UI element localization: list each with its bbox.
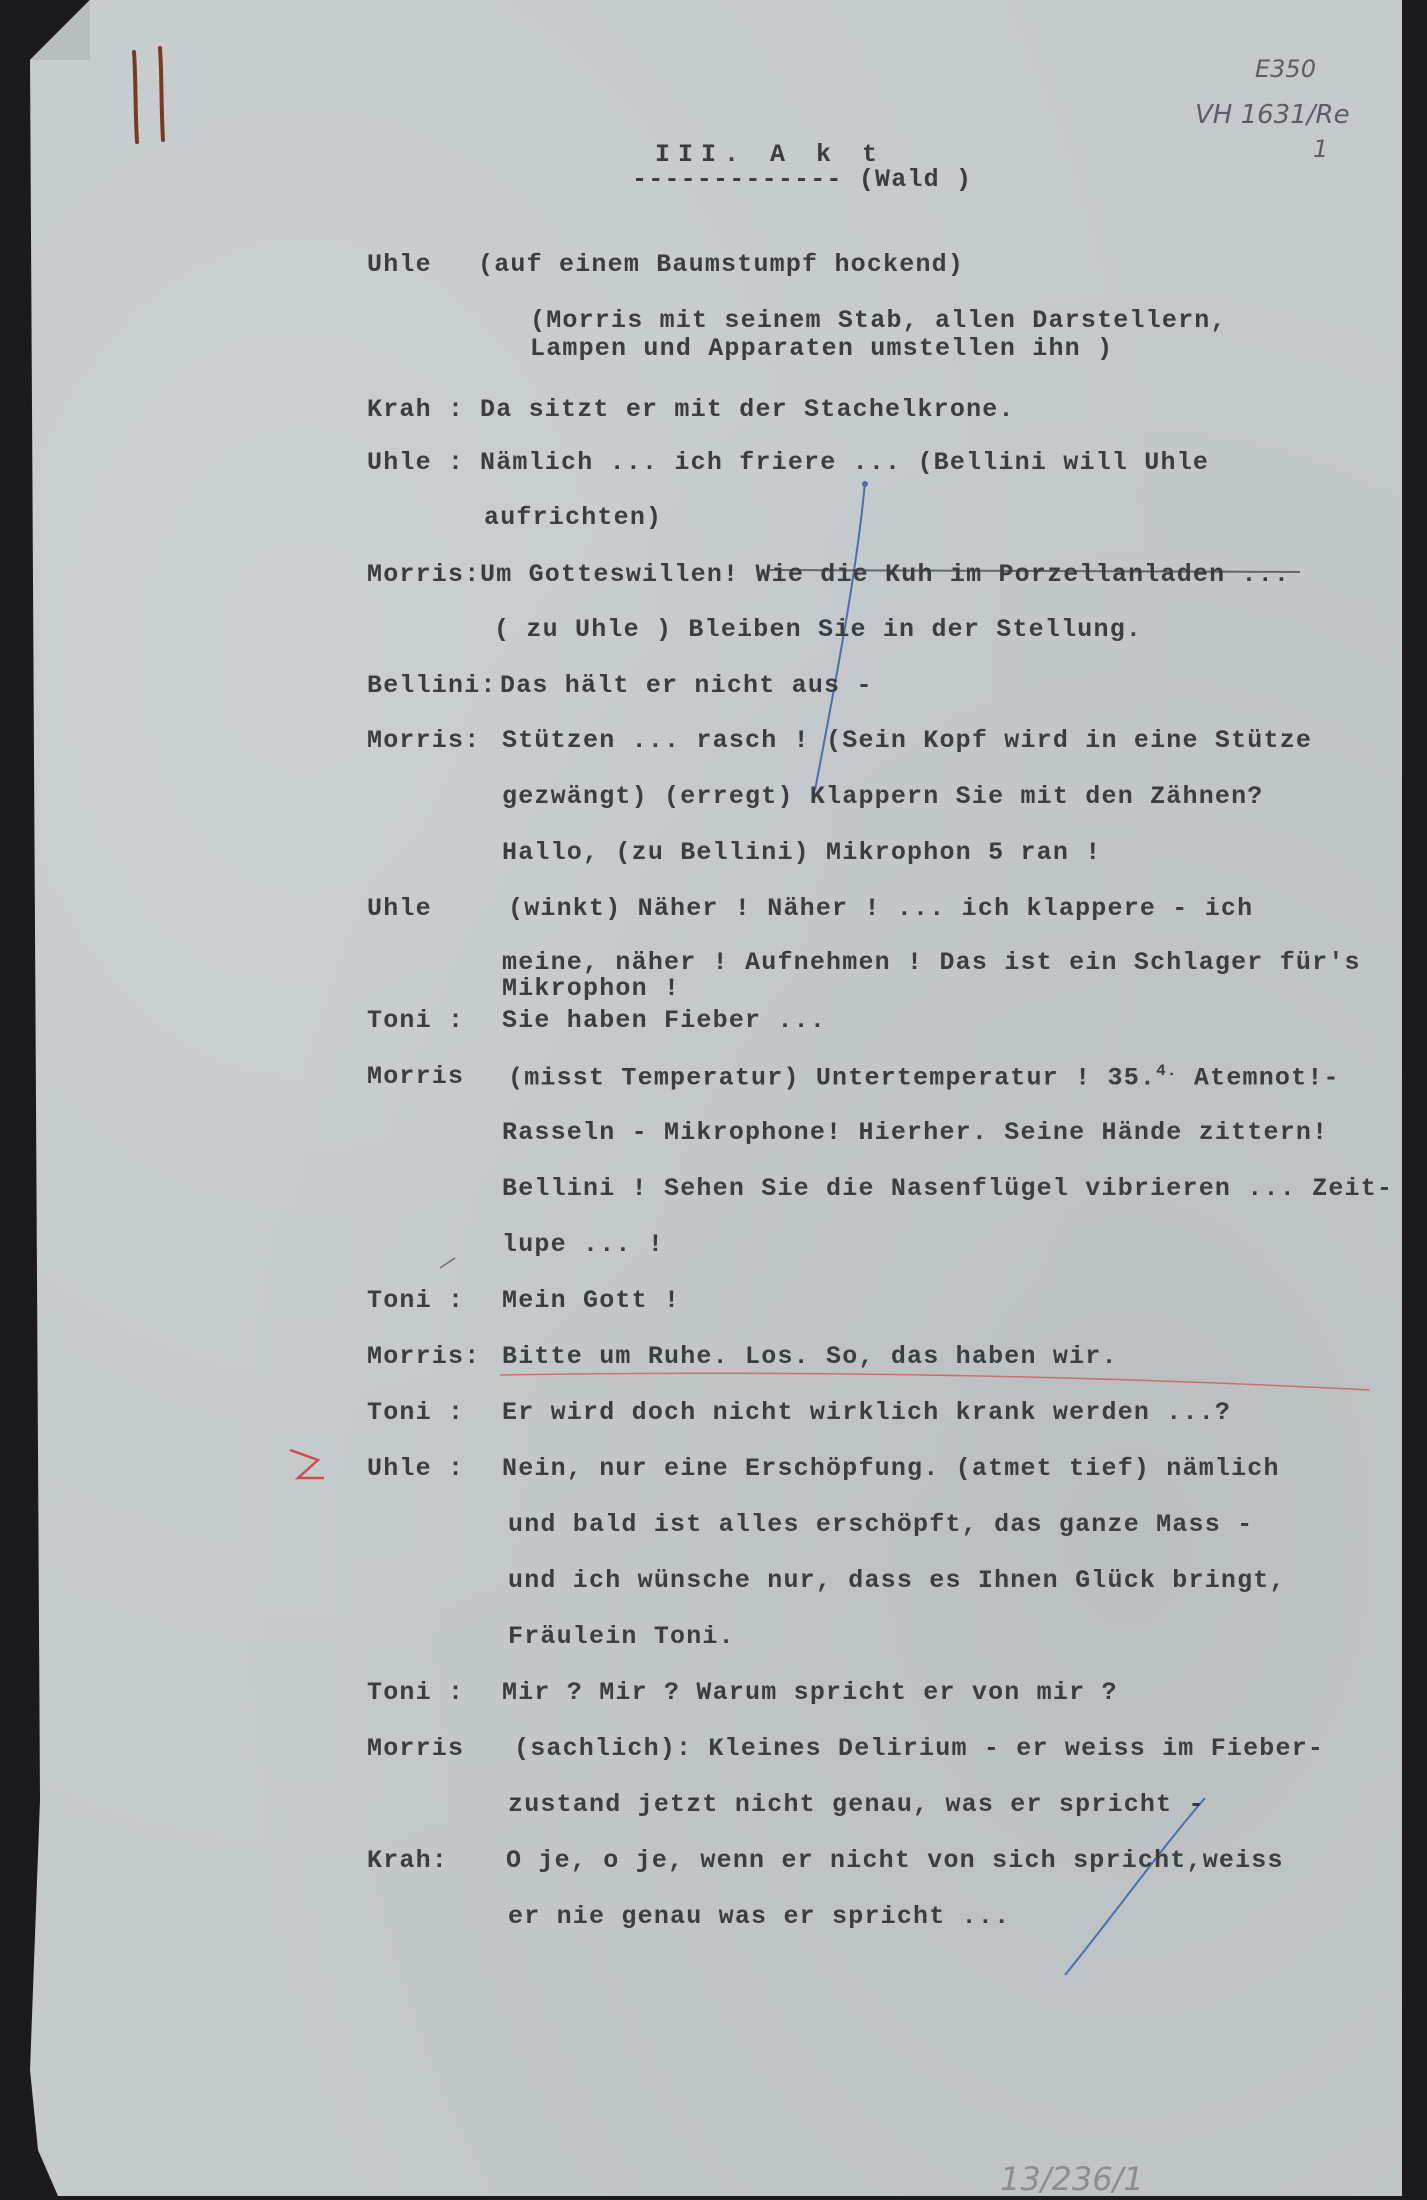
brown-margin-stroke-1 xyxy=(134,52,137,142)
script-line: Er wird doch nicht wirklich krank werden ...? xyxy=(502,1398,1232,1427)
speaker-label: Morris: xyxy=(367,560,481,589)
speaker-label: Bellini: xyxy=(367,671,497,700)
script-line: Um Gotteswillen! Wie die Kuh im Porzellanladen ... xyxy=(480,560,1291,589)
blue-line-2 xyxy=(1065,1798,1205,1975)
script-line: Lampen und Apparaten umstellen ihn ) xyxy=(530,334,1114,363)
act-heading: III. A k t xyxy=(655,140,886,169)
red-underline xyxy=(500,1373,1370,1390)
script-line-temperature xyxy=(508,1062,1340,1092)
script-line: Stützen ... rasch ! (Sein Kopf wird in eine Stütze xyxy=(502,726,1313,755)
speaker-label: Krah : xyxy=(367,395,465,424)
speaker-label: Toni : xyxy=(367,1678,465,1707)
script-line: Hallo, (zu Bellini) Mikrophon 5 ran ! xyxy=(502,838,1102,867)
archive-mark-page: 1 xyxy=(1313,135,1329,163)
script-line: und ich wünsche nur, dass es Ihnen Glück bringt, xyxy=(508,1566,1286,1595)
speaker-label: Krah: xyxy=(367,1846,449,1875)
script-line: Das hält er nicht aus - xyxy=(500,671,873,700)
script-line: meine, näher ! Aufnehmen ! Das ist ein Schlager für's xyxy=(502,948,1361,977)
speaker-label: Uhle : xyxy=(367,1454,465,1483)
script-line: (auf einem Baumstumpf hockend) xyxy=(478,250,965,279)
script-line: Sie haben Fieber ... xyxy=(502,1006,827,1035)
brown-margin-stroke-2 xyxy=(160,48,163,140)
archive-mark-bottom: 13/236/1 xyxy=(1000,2160,1144,2198)
archive-mark-signature: VH 1631/Re xyxy=(1195,100,1350,130)
speaker-label: Uhle xyxy=(367,894,432,923)
speaker-label: Morris: xyxy=(367,726,481,755)
temperature-tail: Atemnot!- xyxy=(1177,1063,1340,1093)
pencil-tick xyxy=(440,1258,455,1268)
speaker-label: Uhle : xyxy=(367,448,465,477)
script-line: aufrichten) xyxy=(484,503,663,532)
speaker-label: Morris xyxy=(367,1062,465,1091)
speaker-label: Morris xyxy=(367,1734,465,1763)
script-line: Mir ? Mir ? Warum spricht er von mir ? xyxy=(502,1678,1118,1707)
archive-mark-e350: E350 xyxy=(1255,55,1316,83)
temperature-text: (misst Temperatur) Untertemperatur ! 35. xyxy=(508,1063,1157,1093)
speaker-label: Toni : xyxy=(367,1286,465,1315)
speaker-label: Toni : xyxy=(367,1006,465,1035)
script-line: (Morris mit seinem Stab, allen Darstellern, xyxy=(530,306,1227,335)
script-line: Mein Gott ! xyxy=(502,1286,681,1315)
blue-dot xyxy=(862,481,868,487)
temperature-superscript: 4. xyxy=(1156,1062,1178,1080)
speaker-label: Toni : xyxy=(367,1398,465,1427)
script-line: Nämlich ... ich friere ... (Bellini will Uhle xyxy=(480,448,1210,477)
script-line: (winkt) Näher ! Näher ! ... ich klappere - ich xyxy=(508,894,1254,923)
script-line: (sachlich): Kleines Delirium - er weiss im Fieber- xyxy=(514,1734,1325,1763)
speaker-label: Uhle xyxy=(367,250,432,279)
script-line: und bald ist alles erschöpft, das ganze Mass - xyxy=(508,1510,1254,1539)
script-line: zustand jetzt nicht genau, was er spricht - xyxy=(508,1790,1205,1819)
script-line: gezwängt) (erregt) Klappern Sie mit den Zähnen? xyxy=(502,782,1264,811)
script-line: lupe ... ! xyxy=(502,1230,665,1259)
setting-heading: ------------- (Wald ) xyxy=(632,165,973,194)
script-line: Nein, nur eine Erschöpfung. (atmet tief) nämlich xyxy=(502,1454,1280,1483)
script-line: Rasseln - Mikrophone! Hierher. Seine Hände zittern! xyxy=(502,1118,1329,1147)
script-line: Bitte um Ruhe. Los. So, das haben wir. xyxy=(502,1342,1118,1371)
script-line: Bellini ! Sehen Sie die Nasenflügel vibrieren ... Zeit- xyxy=(502,1174,1394,1203)
script-line: O je, o je, wenn er nicht von sich spricht,weiss xyxy=(506,1846,1284,1875)
script-line: er nie genau was er spricht ... xyxy=(508,1902,1011,1931)
red-mark-z xyxy=(290,1450,324,1478)
script-line: ( zu Uhle ) Bleiben Sie in der Stellung. xyxy=(494,615,1143,644)
speaker-label: Morris: xyxy=(367,1342,481,1371)
script-line: Mikrophon ! xyxy=(502,974,681,1003)
script-line: Da sitzt er mit der Stachelkrone. xyxy=(480,395,1015,424)
script-line: Fräulein Toni. xyxy=(508,1622,735,1651)
